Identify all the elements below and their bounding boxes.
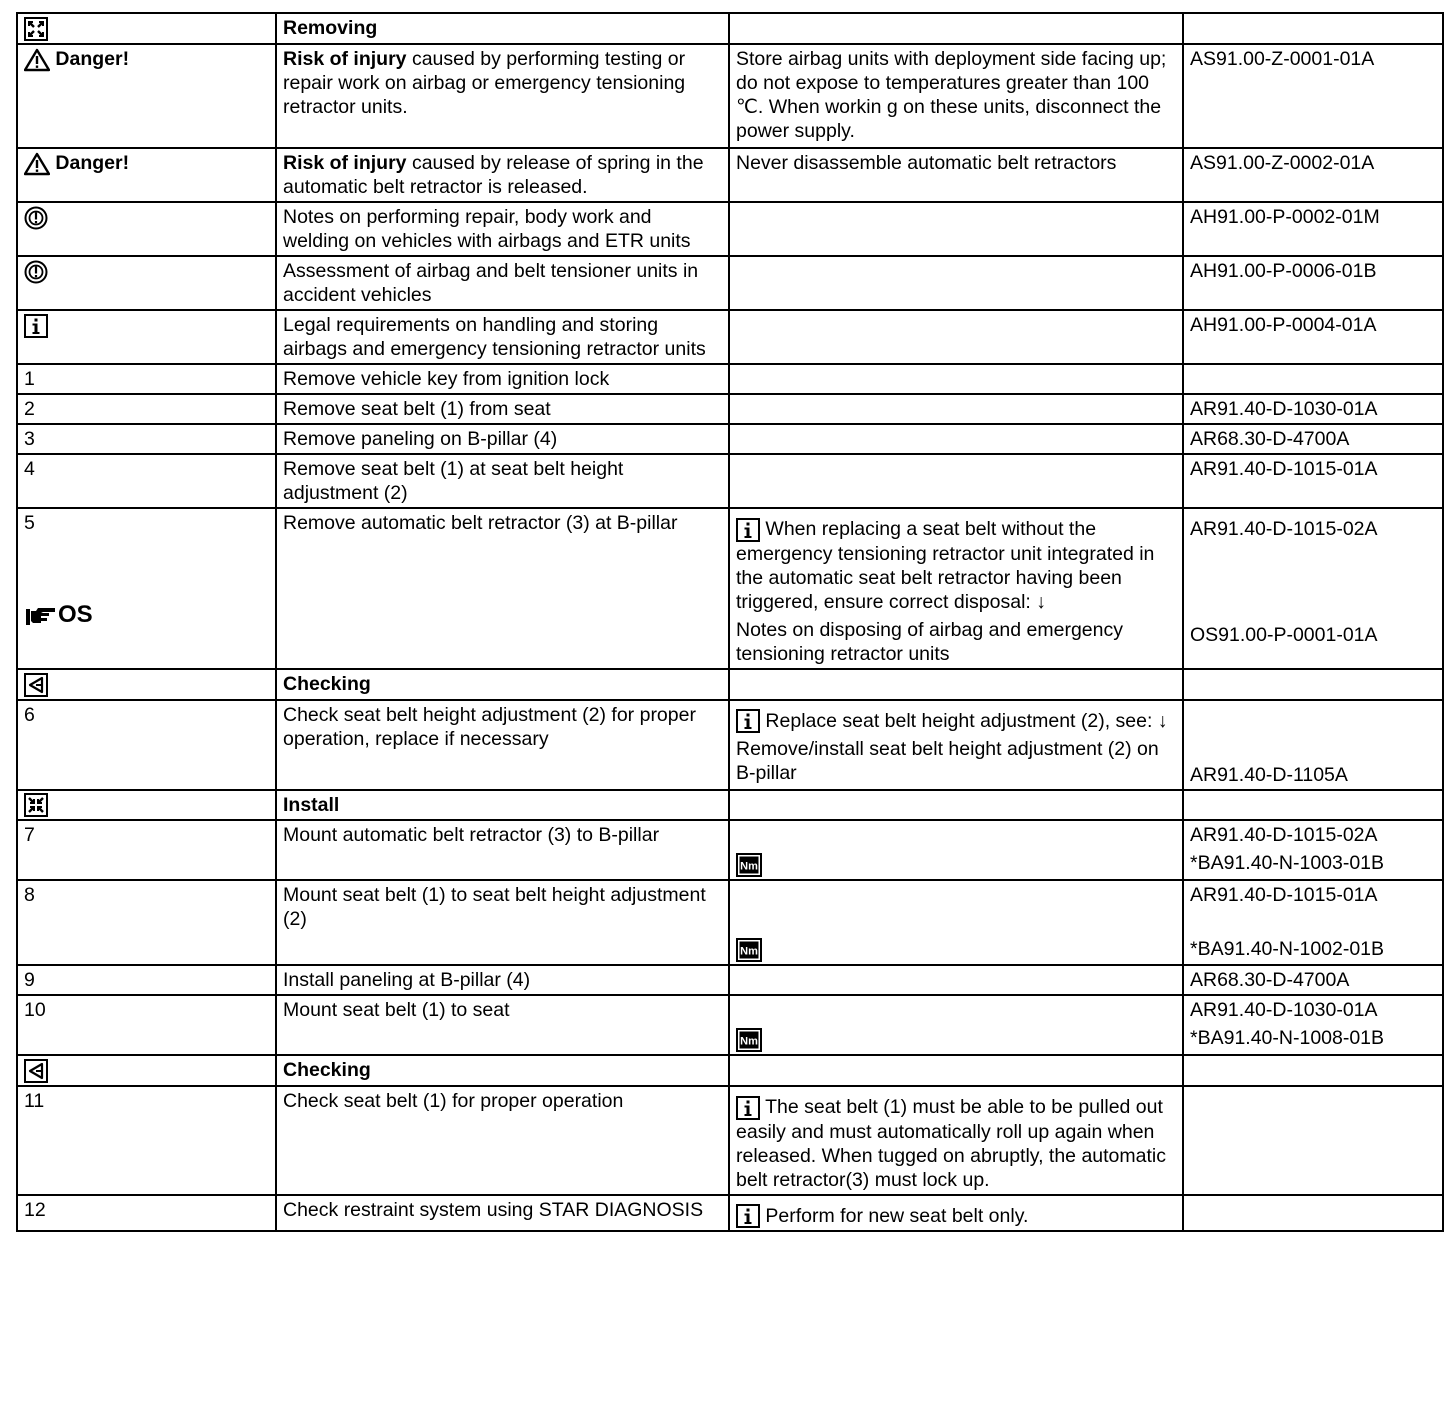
step-text: Remove automatic belt retractor (3) at B-pillar xyxy=(276,508,729,669)
hazard-text: caused by performing testing or repair work on airbag or emergency tensioning retractor units. xyxy=(283,47,686,118)
danger-row xyxy=(17,148,1443,202)
step-row xyxy=(17,364,1443,394)
section-title: Removing xyxy=(276,13,729,44)
warning-triangle-icon xyxy=(24,48,50,72)
hazard-text: caused by release of spring in the automatic belt retractor is released. xyxy=(283,151,704,198)
note-text: Notes on performing repair, body work and welding on vehicles with airbags and ETR units xyxy=(276,202,729,256)
install-icon xyxy=(24,793,48,817)
os-label: OS xyxy=(58,600,93,628)
checking-icon xyxy=(24,673,48,697)
torque-ref: *BA91.40-N-1003-01B xyxy=(1190,852,1385,875)
info-icon xyxy=(736,709,760,733)
section-checking-row xyxy=(17,669,1443,700)
torque-label: Nm xyxy=(740,945,758,958)
step-ref: AR91.40-D-1015-02A xyxy=(1190,824,1378,847)
step-row xyxy=(17,700,1443,790)
step-row xyxy=(17,995,1443,1055)
repair-procedure-table xyxy=(16,12,1444,1232)
danger-row xyxy=(17,44,1443,148)
sub-step-text: Notes on disposing of airbag and emergency tensioning retractor units xyxy=(736,618,1123,665)
step-text: Remove vehicle key from ignition lock xyxy=(276,364,729,394)
step-ref: AR91.40-D-1015-01A xyxy=(1190,884,1378,907)
section-checking-row xyxy=(17,1055,1443,1086)
step-row xyxy=(17,1086,1443,1195)
step-ref: AR68.30-D-4700A xyxy=(1183,965,1443,995)
step-row xyxy=(17,820,1443,880)
step-row xyxy=(17,454,1443,508)
step-row xyxy=(17,965,1443,995)
step-text: Remove paneling on B-pillar (4) xyxy=(276,424,729,454)
step-number: 6 xyxy=(17,700,276,790)
caution-circle-icon xyxy=(24,206,48,230)
step-row xyxy=(17,394,1443,424)
section-removing-row xyxy=(17,13,1443,44)
step-row xyxy=(17,508,1443,669)
step-number: 9 xyxy=(17,965,276,995)
step-row xyxy=(17,1195,1443,1232)
removing-icon xyxy=(24,17,48,41)
step-number: 1 xyxy=(17,364,276,394)
step-text: Check seat belt height adjustment (2) for proper operation, replace if necessary xyxy=(276,700,729,790)
note-text: Assessment of airbag and belt tensioner units in accident vehicles xyxy=(276,256,729,310)
hazard-ref: AS91.00-Z-0002-01A xyxy=(1183,148,1443,202)
step-text: Mount seat belt (1) to seat belt height adjustment (2) xyxy=(276,880,729,965)
hazard-title: Risk of injury xyxy=(283,47,407,70)
note-row xyxy=(17,310,1443,364)
hazard-remedy: Never disassemble automatic belt retractors xyxy=(729,148,1183,202)
step-number: 12 xyxy=(17,1195,276,1232)
section-title: Checking xyxy=(276,1055,729,1086)
torque-ref: *BA91.40-N-1002-01B xyxy=(1190,938,1385,961)
pointing-hand-icon xyxy=(24,605,58,627)
hazard-title: Risk of injury xyxy=(283,151,407,174)
step-number: 2 xyxy=(17,394,276,424)
sub-step-text: Remove/install seat belt height adjustment (2) on B-pillar xyxy=(736,738,1159,785)
note-ref: AH91.00-P-0004-01A xyxy=(1183,310,1443,364)
step-ref: AR91.40-D-1030-01A xyxy=(1190,999,1378,1022)
step-number: 11 xyxy=(17,1086,276,1195)
section-title: Install xyxy=(276,790,729,821)
torque-nm-icon xyxy=(736,1028,762,1052)
info-icon xyxy=(736,1204,760,1228)
step-text: Check restraint system using STAR DIAGNOSIS xyxy=(276,1195,729,1232)
torque-label: Nm xyxy=(740,1035,758,1048)
section-install-row xyxy=(17,790,1443,821)
down-arrow-icon: ↓ xyxy=(1036,590,1046,613)
step-note: The seat belt (1) must be able to be pulled out easily and must automatically roll up again when released. When tugged on abruptly, the automatic belt retractor(3) must lock up. xyxy=(736,1095,1166,1191)
torque-ref: *BA91.40-N-1008-01B xyxy=(1190,1027,1385,1050)
sub-step-ref: AR91.40-D-1105A xyxy=(1190,763,1348,786)
step-note: Replace seat belt height adjustment (2), see: xyxy=(765,709,1153,732)
step-text: Mount seat belt (1) to seat xyxy=(276,995,729,1055)
note-text: Legal requirements on handling and storing airbags and emergency tensioning retractor units xyxy=(276,310,729,364)
note-row xyxy=(17,202,1443,256)
step-row xyxy=(17,880,1443,965)
step-note: Perform for new seat belt only. xyxy=(765,1204,1029,1227)
danger-label: Danger! xyxy=(55,47,130,70)
step-number: 5 xyxy=(24,511,35,534)
torque-nm-icon xyxy=(736,938,762,962)
torque-nm-icon xyxy=(736,853,762,877)
danger-label: Danger! xyxy=(55,151,130,174)
step-text: Remove seat belt (1) at seat belt height adjustment (2) xyxy=(276,454,729,508)
step-ref: AR91.40-D-1015-01A xyxy=(1183,454,1443,508)
note-ref: AH91.00-P-0006-01B xyxy=(1183,256,1443,310)
hazard-ref: AS91.00-Z-0001-01A xyxy=(1183,44,1443,148)
step-number: 4 xyxy=(17,454,276,508)
info-icon xyxy=(736,1096,760,1120)
step-text: Check seat belt (1) for proper operation xyxy=(276,1086,729,1195)
step-ref: AR91.40-D-1030-01A xyxy=(1183,394,1443,424)
note-row xyxy=(17,256,1443,310)
step-number: 7 xyxy=(17,820,276,880)
step-text: Remove seat belt (1) from seat xyxy=(276,394,729,424)
warning-triangle-icon xyxy=(24,152,50,176)
step-number: 3 xyxy=(17,424,276,454)
step-ref: AR68.30-D-4700A xyxy=(1183,424,1443,454)
info-icon xyxy=(736,518,760,542)
note-ref: AH91.00-P-0002-01M xyxy=(1183,202,1443,256)
step-text: Mount automatic belt retractor (3) to B-pillar xyxy=(276,820,729,880)
down-arrow-icon: ↓ xyxy=(1157,709,1168,732)
torque-label: Nm xyxy=(740,860,758,873)
checking-icon xyxy=(24,1059,48,1083)
step-ref: AR91.40-D-1015-02A xyxy=(1190,517,1378,540)
step-number: 10 xyxy=(17,995,276,1055)
step-number: 8 xyxy=(17,880,276,965)
section-title: Checking xyxy=(276,669,729,700)
step-text: Install paneling at B-pillar (4) xyxy=(276,965,729,995)
info-icon xyxy=(24,314,48,338)
step-row xyxy=(17,424,1443,454)
step-note: When replacing a seat belt without the emergency tensioning retractor unit integrated in the automatic seat belt retractor having been triggered, ensure correct disposal: xyxy=(736,517,1155,613)
sub-step-ref: OS91.00-P-0001-01A xyxy=(1190,623,1378,646)
hazard-remedy: Store airbag units with deployment side facing up; do not expose to temperatures greater than 100 ℃. When workin g on these units, disconnect the power supply. xyxy=(729,44,1183,148)
caution-circle-icon xyxy=(24,260,48,284)
